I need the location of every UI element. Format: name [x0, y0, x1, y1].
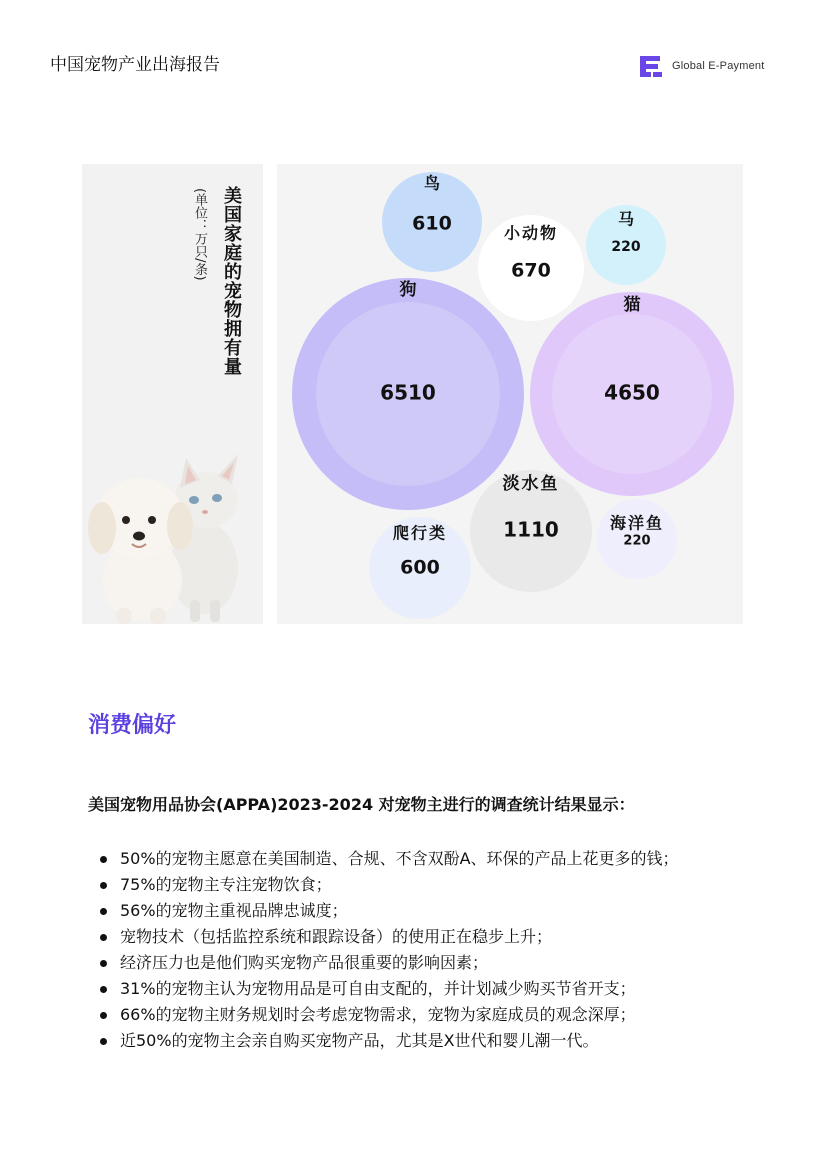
bubble-category-label: 淡水鱼: [502, 474, 560, 494]
brand-name: Global E-Payment: [672, 60, 765, 72]
bullet-item: 66%的宠物主财务规划时会考虑宠物需求，宠物为家庭成员的观念深厚；: [96, 1002, 746, 1028]
bubble-value-label: 220: [623, 533, 651, 549]
bubble-category-label: 猫: [623, 295, 641, 315]
bubble-category-label: 鸟: [423, 173, 441, 193]
bubble-category-label: 狗: [399, 280, 417, 300]
page-header-title: 中国宠物产业出海报告: [50, 55, 220, 75]
bubble-value-label: 220: [611, 239, 641, 255]
bubble-value-label: 670: [511, 259, 551, 282]
chart-unit: (单位：万只/条): [192, 188, 207, 281]
bubble-value-label: 610: [412, 212, 452, 235]
bubble-category-label: 小动物: [503, 223, 559, 243]
bubble-category-label: 海洋鱼: [609, 513, 665, 533]
bubble-chart-panel: [277, 164, 743, 624]
bubble-value-label: 6510: [380, 380, 436, 405]
bubble-value-label: 4650: [604, 380, 660, 405]
bubble-value-label: 1110: [503, 517, 559, 542]
bubble-value-label: 600: [400, 556, 440, 579]
bullet-item: 经济压力也是他们购买宠物产品很重要的影响因素；: [96, 950, 746, 976]
bullet-item: 50%的宠物主愿意在美国制造、合规、不含双酚A、环保的产品上花更多的钱；: [96, 846, 746, 872]
puppy-and-kitten-photo: [86, 440, 256, 630]
bullet-item: 近50%的宠物主会亲自购买宠物产品，尤其是X世代和婴儿潮一代。: [96, 1028, 746, 1054]
bubble-category-label: 爬行类: [392, 523, 448, 543]
bubble-category-label: 马: [617, 209, 635, 229]
bullet-item: 75%的宠物主专注宠物饮食；: [96, 872, 746, 898]
bubble-chart: [277, 164, 743, 624]
bullet-list: [96, 846, 746, 1054]
section-heading: 消费偏好: [88, 713, 177, 738]
brand: [638, 53, 764, 79]
bullet-item: 宠物技术（包括监控系统和跟踪设备）的使用正在稳步上升；: [96, 924, 746, 950]
bullet-item: 31%的宠物主认为宠物用品是可自由支配的，并计划减少购买节省开支；: [96, 976, 746, 1002]
section-intro: 美国宠物用品协会(APPA)2023-2024 对宠物主进行的调查统计结果显示：: [88, 795, 635, 814]
chart-title: 美国家庭的宠物拥有量: [221, 186, 242, 376]
bullet-item: 56%的宠物主重视品牌忠诚度；: [96, 898, 746, 924]
global-epayment-logo-icon: [638, 53, 664, 79]
